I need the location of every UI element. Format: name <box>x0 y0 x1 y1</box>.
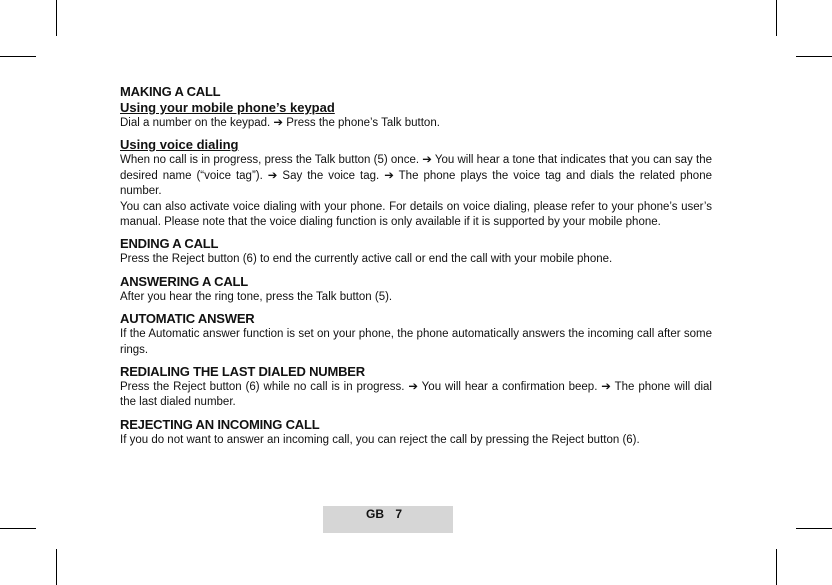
section-voice-dialing <box>120 137 712 230</box>
page-number: 7 <box>395 507 403 521</box>
section-paragraph: Press the Reject button (6) to end the currently active call or end the call with your mobile phone. <box>120 253 613 266</box>
section-paragraph: After you hear the ring tone, press the Talk button (5). <box>120 290 393 303</box>
section-paragraph: When no call is in progress, press the Talk button (5) once. ➔ You will hear a tone that indicates that you can say the desired name (“voice tag”). ➔ Say the voice tag. ➔ The phone plays the voice tag and dials the related phone number. <box>120 154 712 198</box>
manual-page-content <box>120 84 712 448</box>
section-heading: REDIALING THE LAST DIALED NUMBER <box>120 364 365 380</box>
section-ending-a-call <box>120 236 712 267</box>
crop-mark <box>796 528 832 529</box>
section-paragraph: Dial a number on the keypad. ➔ Press the phone’s Talk button. <box>120 117 440 129</box>
crop-mark <box>56 549 57 585</box>
section-subheading: Using voice dialing <box>120 137 239 153</box>
section-paragraph: If the Automatic answer function is set on your phone, the phone automatically answers the incoming call after some rings. <box>120 328 712 356</box>
section-paragraph: Press the Reject button (6) while no call is in progress. ➔ You will hear a confirmation beep. ➔ The phone will dial the last dialed number. <box>120 381 712 409</box>
crop-mark <box>56 0 57 36</box>
section-heading: REJECTING AN INCOMING CALL <box>120 416 320 432</box>
crop-mark <box>776 549 777 585</box>
section-making-a-call <box>120 84 712 131</box>
page-footer <box>366 506 402 522</box>
crop-mark <box>0 56 36 57</box>
section-heading: ENDING A CALL <box>120 236 219 252</box>
footer-language: GB <box>366 507 384 521</box>
section-heading: AUTOMATIC ANSWER <box>120 311 255 327</box>
section-automatic-answer <box>120 311 712 358</box>
section-heading: MAKING A CALL <box>120 84 221 99</box>
section-subheading: Using your mobile phone’s keypad <box>120 100 335 115</box>
section-redialing <box>120 364 712 411</box>
crop-mark <box>796 56 832 57</box>
section-rejecting-a-call <box>120 417 712 448</box>
section-heading: ANSWERING A CALL <box>120 273 248 289</box>
crop-mark <box>0 528 36 529</box>
section-paragraph: If you do not want to answer an incoming call, you can reject the call by pressing the Reject button (6). <box>120 433 640 446</box>
section-answering-a-call <box>120 274 712 305</box>
section-paragraph: You can also activate voice dialing with your phone. For details on voice dialing, please refer to your phone’s user’s manual. Please note that the voice dialing function is only available if it is supported by your mobile phone. <box>120 200 712 229</box>
crop-mark <box>776 0 777 36</box>
